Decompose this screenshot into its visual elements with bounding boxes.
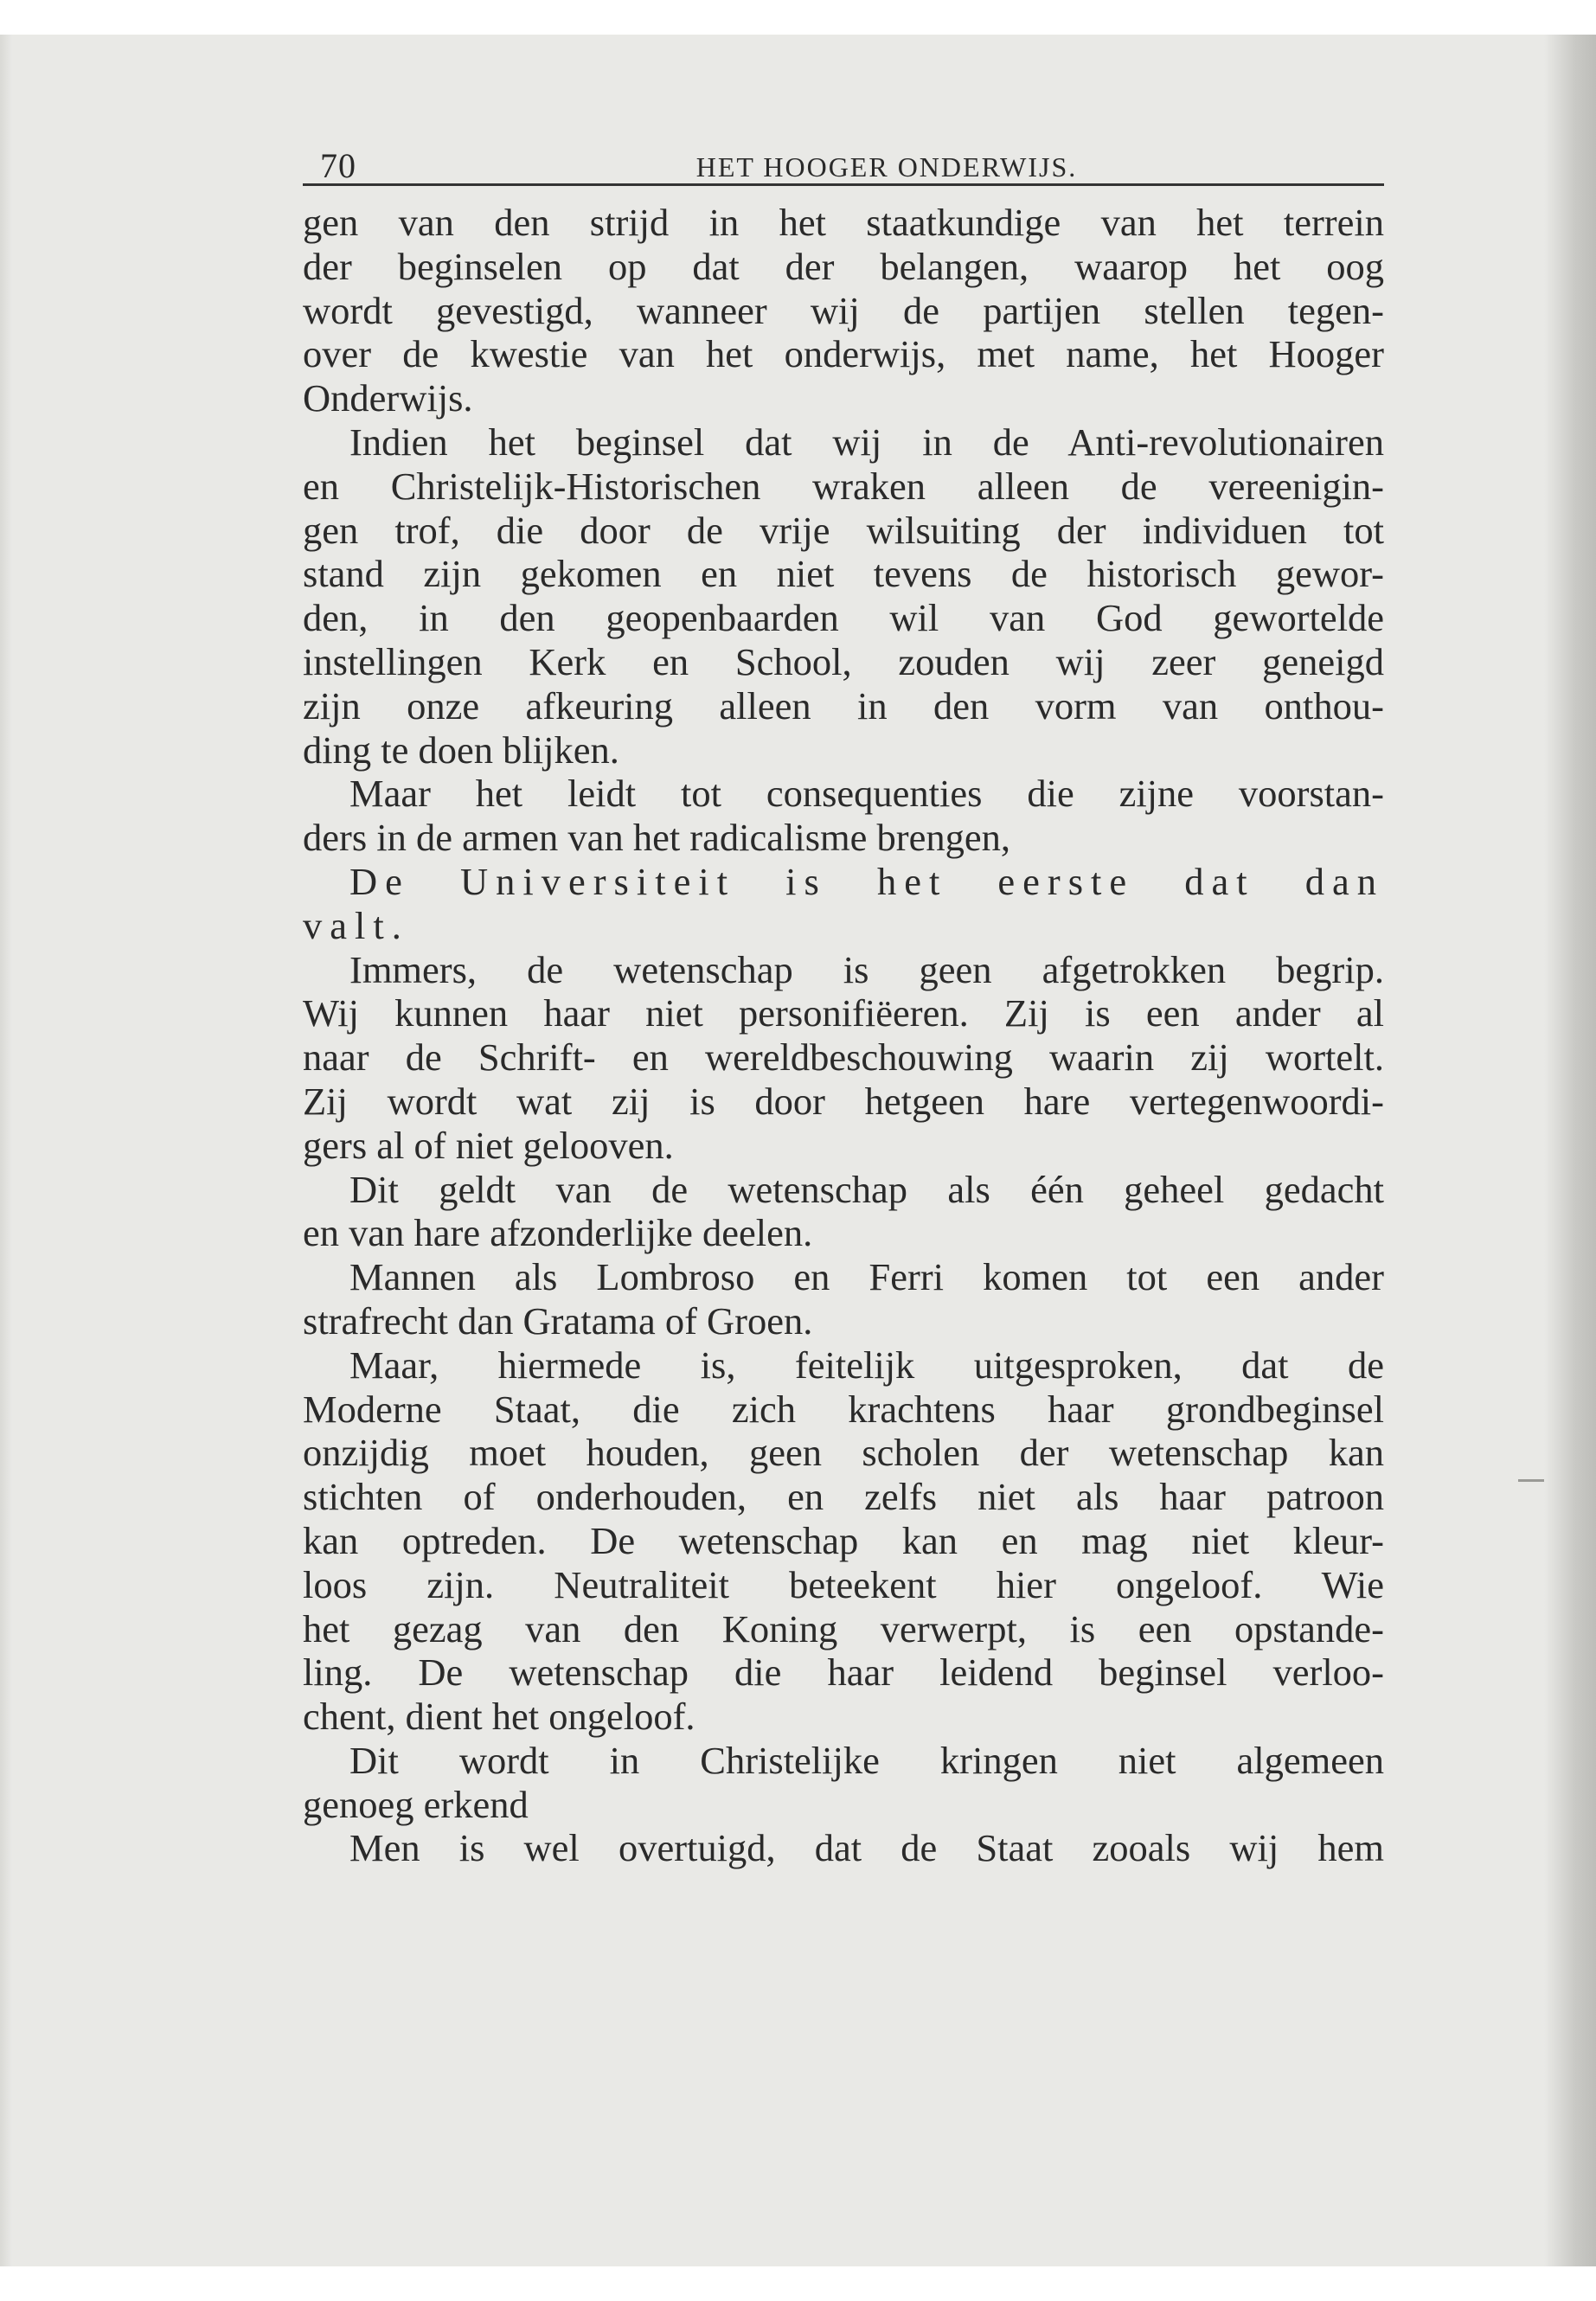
text-line: der beginselen op dat der belangen, waarop het oog	[303, 244, 1384, 288]
binding-mark	[1518, 1479, 1544, 1482]
text-line: Dit wordt in Christelijke kringen niet algemeen	[349, 1738, 1384, 1782]
page-number: 70	[320, 146, 356, 185]
text-line: instellingen Kerk en School, zouden wij zeer geneigd	[303, 639, 1384, 683]
text-line: Wij kunnen haar niet personifiëeren. Zij is een ander al	[303, 991, 1384, 1035]
text-line: gen van den strijd in het staatkundige van het terrein	[303, 201, 1384, 244]
text-line: over de kwestie van het onderwijs, met name, het Hooger	[303, 332, 1384, 376]
text-line: Onderwijs.	[303, 376, 473, 420]
text-line: De Universiteit is het eerste dat dan	[349, 859, 1384, 903]
text-line: valt.	[303, 903, 409, 947]
running-title: HET HOOGER ONDERWIJS.	[695, 151, 1078, 183]
text-line: Zij wordt wat zij is door hetgeen hare vertegenwoordi-	[303, 1079, 1384, 1123]
text-line: zijn onze afkeuring alleen in den vorm van onthou-	[303, 683, 1384, 727]
page-left-edge	[0, 35, 12, 2266]
text-line: ding te doen blijken.	[303, 727, 619, 772]
book-page	[303, 121, 1384, 2024]
text-line: Maar het leidt tot consequenties die zijne voorstan-	[349, 772, 1384, 816]
text-line: kan optreden. De wetenschap kan en mag niet kleur-	[303, 1518, 1384, 1562]
text-line: naar de Schrift- en wereldbeschouwing waarin zij wortelt.	[303, 1035, 1384, 1080]
text-line: wordt gevestigd, wanneer wij de partijen stellen tegen-	[303, 288, 1384, 332]
page-right-edge-shadow	[1544, 35, 1596, 2266]
text-line: den, in den geopenbaarden wil van God gewortelde	[303, 596, 1384, 640]
text-line: het gezag van den Koning verwerpt, is een opstande-	[303, 1606, 1384, 1650]
text-line: Maar, hiermede is, feitelijk uitgesproken, dat de	[349, 1343, 1384, 1387]
text-line: Dit geldt van de wetenschap als één geheel gedacht	[349, 1167, 1384, 1211]
text-line: stand zijn gekomen en niet tevens de historisch gewor-	[303, 552, 1384, 596]
text-line: Indien het beginsel dat wij in de Anti-revolutionairen	[349, 420, 1384, 464]
text-line: genoeg erkend	[303, 1782, 529, 1826]
text-line: ders in de armen van het radicalisme brengen,	[303, 816, 1010, 860]
text-line: Immers, de wetenschap is geen afgetrokken begrip.	[349, 947, 1384, 991]
text-line: en van hare afzonderlijke deelen.	[303, 1211, 813, 1255]
text-line: strafrecht dan Gratama of Groen.	[303, 1298, 813, 1343]
text-line: gers al of niet gelooven.	[303, 1123, 674, 1167]
text-line: Moderne Staat, die zich krachtens haar grondbeginsel	[303, 1387, 1384, 1431]
text-line: gen trof, die door de vrije wilsuiting der individuen tot	[303, 508, 1384, 552]
running-header	[303, 121, 1384, 186]
body-text	[303, 201, 1384, 1870]
text-line: onzijdig moet houden, geen scholen der wetenschap kan	[303, 1431, 1384, 1475]
text-line: Men is wel overtuigd, dat de Staat zooals wij hem	[349, 1826, 1384, 1870]
text-line: stichten of onderhouden, en zelfs niet als haar patroon	[303, 1475, 1384, 1519]
text-line: ling. De wetenschap die haar leidend beginsel verloo-	[303, 1650, 1384, 1695]
text-line: Mannen als Lombroso en Ferri komen tot een ander	[349, 1255, 1384, 1299]
text-line: loos zijn. Neutraliteit beteekent hier ongeloof. Wie	[303, 1562, 1384, 1606]
text-line: chent, dient het ongeloof.	[303, 1695, 695, 1739]
text-line: en Christelijk-Historischen wraken alleen de vereenigin-	[303, 464, 1384, 508]
